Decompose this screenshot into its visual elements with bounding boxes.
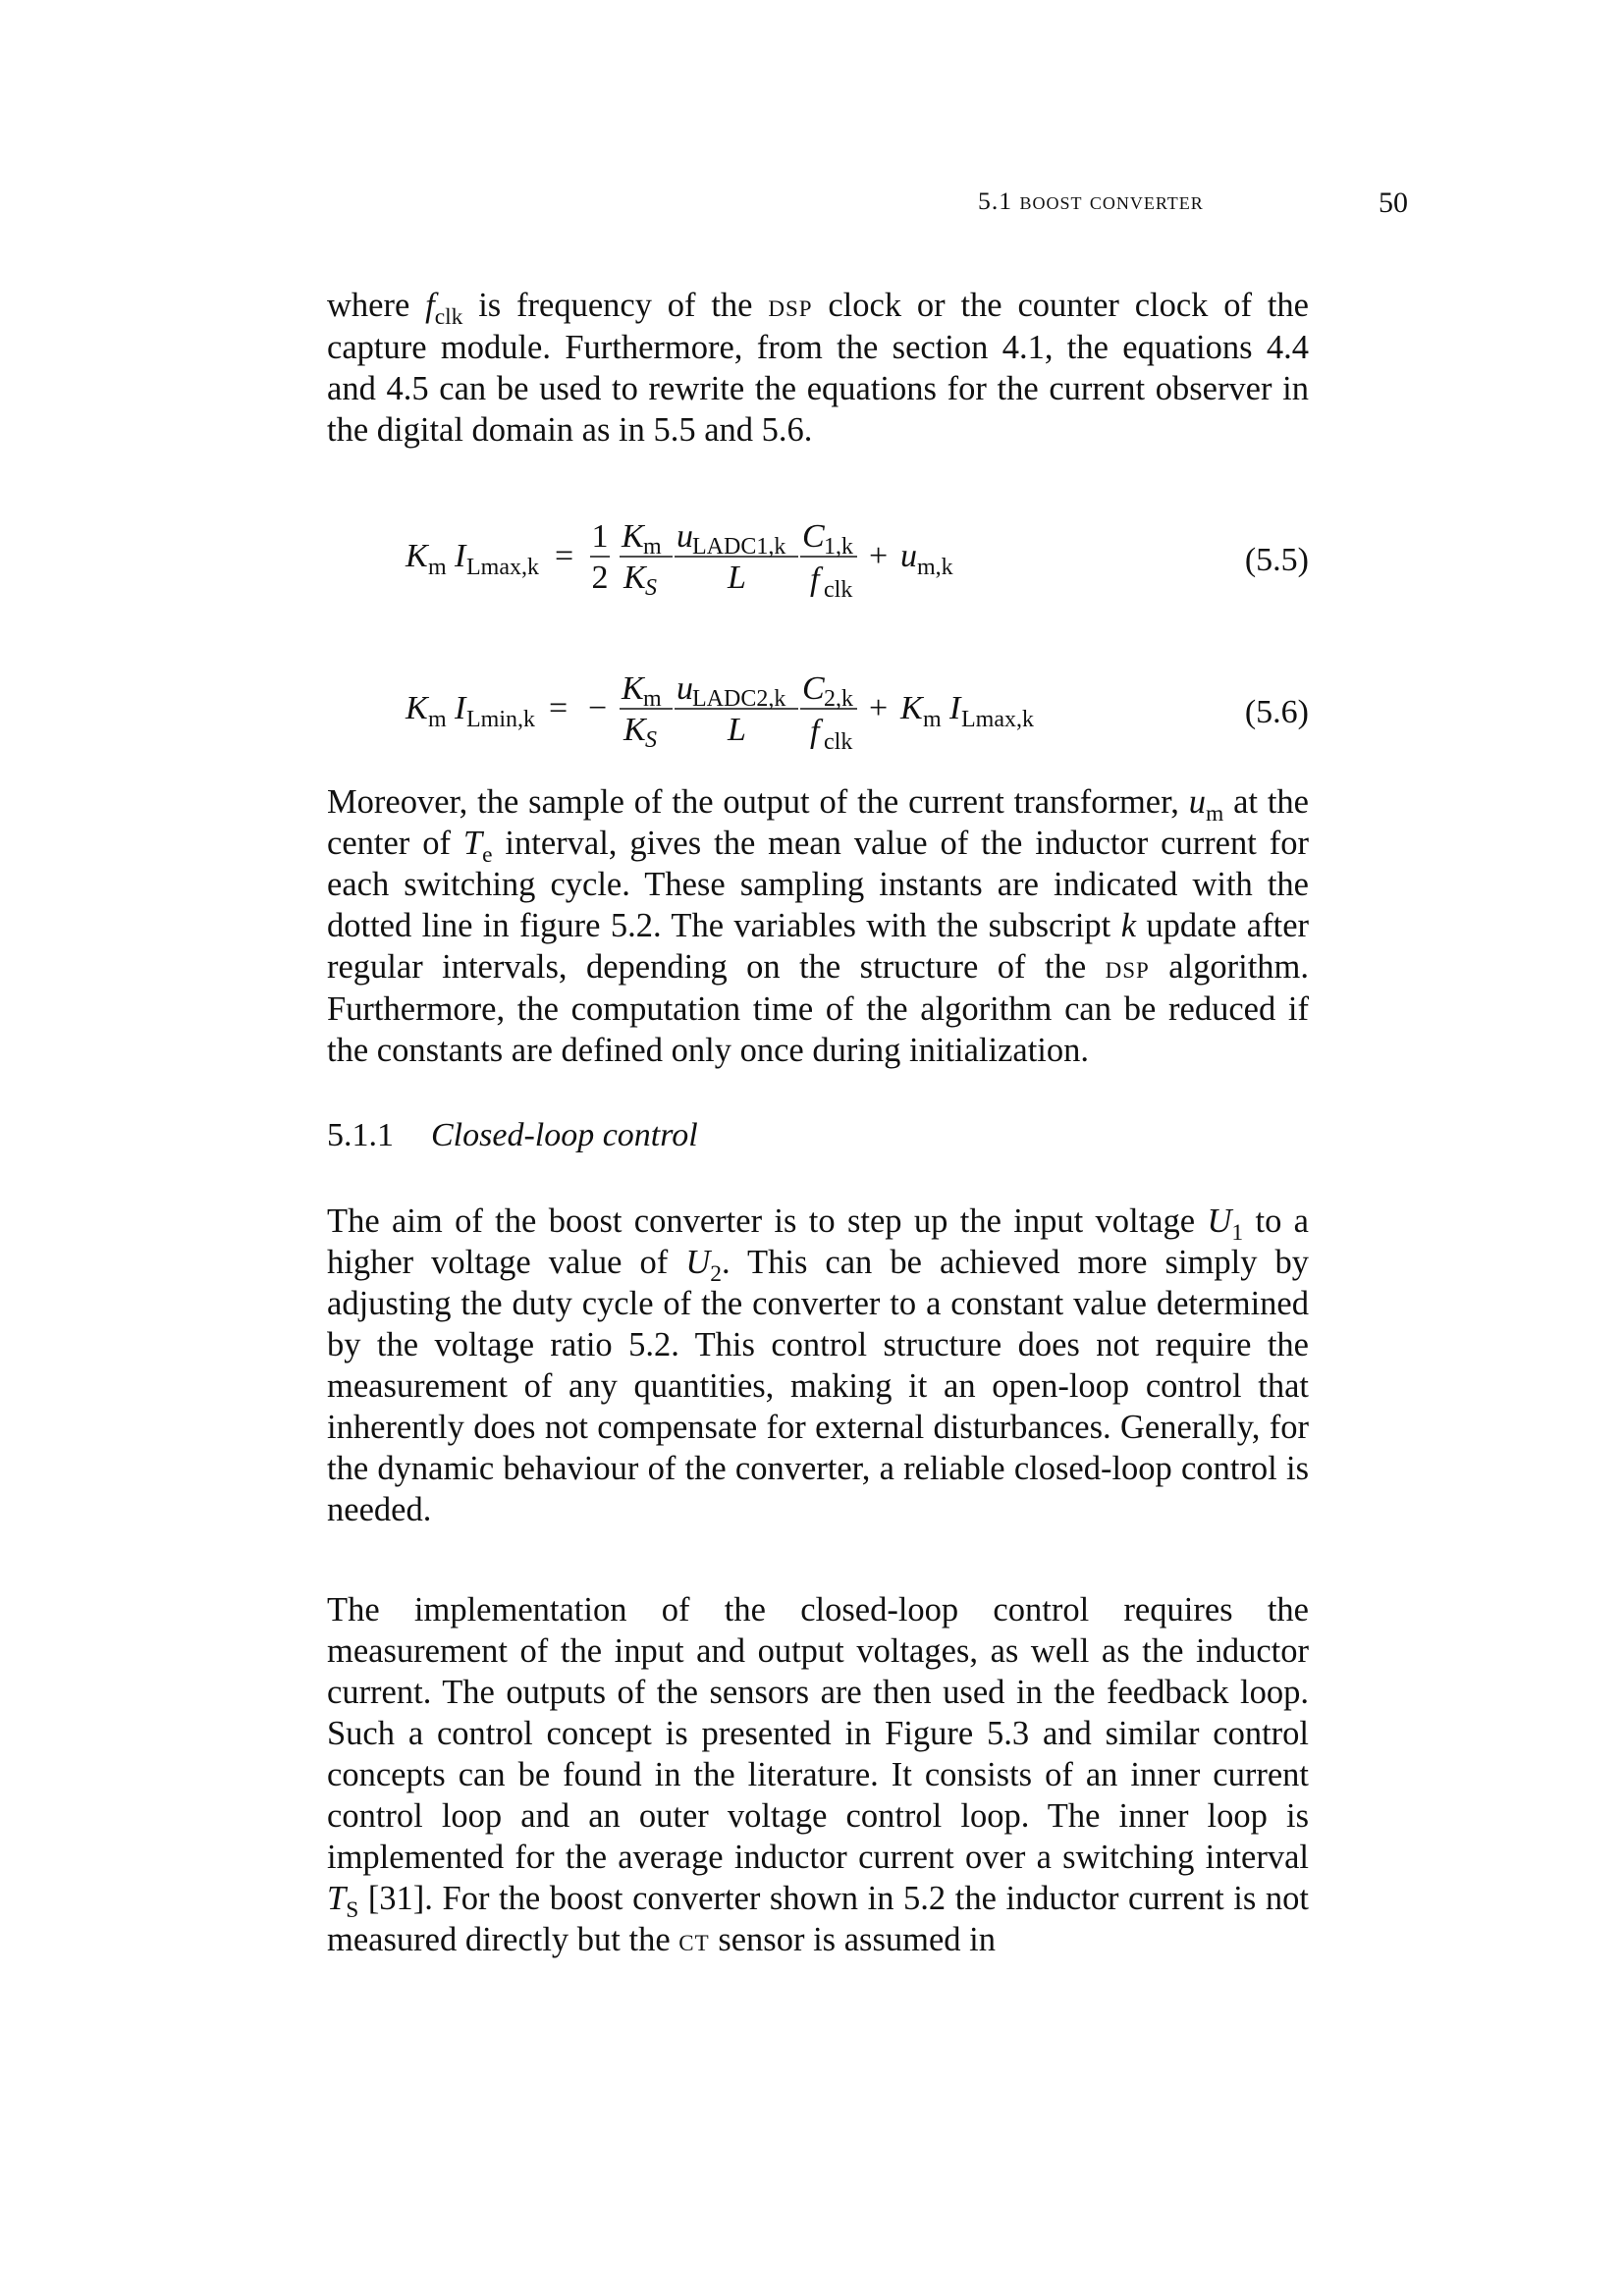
eq-var: I xyxy=(455,690,466,726)
page-number: 50 xyxy=(1379,187,1408,219)
eq-sub: clk xyxy=(824,729,853,755)
eq-den: L xyxy=(728,712,746,748)
text: The implementation of the closed-loop control requires the measurement of the input and output voltages, as well as the inductor current. The outputs of the sensors are then used in the feedback loop. Such a control concept is presented in Figure 5.3 and similar control concepts can be found in the literature. It consists of an inner current control loop and an outer voltage control loop. The inner loop is implemented for the average inductor current over a switching interval xyxy=(327,1591,1309,1876)
eq-num: C xyxy=(802,518,825,555)
eq-sub: 2,k xyxy=(824,686,853,712)
eq-var: K xyxy=(900,690,923,726)
eq-den: f xyxy=(810,714,820,750)
eq-var: I xyxy=(949,690,961,726)
math-sub: m xyxy=(1205,801,1224,828)
eq-var: K xyxy=(406,690,428,726)
text: algorithm. Furthermore, the computation time of the algorithm can be reduced if the constants are defined only once during initialization. xyxy=(327,948,1309,1069)
text: at the center of xyxy=(327,783,1309,862)
eq-sub: Lmin,k xyxy=(466,707,535,732)
math-sub: clk xyxy=(434,304,463,331)
math-sub: e xyxy=(482,842,493,869)
equation-5-6-graphic xyxy=(327,658,1309,756)
text: The aim of the boost converter is to step up the input voltage xyxy=(327,1202,1208,1240)
eq-num: C xyxy=(802,670,825,707)
paragraph-1 xyxy=(327,285,1309,451)
eq-sub: S xyxy=(645,727,657,753)
text: where xyxy=(327,287,426,324)
math-var: T xyxy=(327,1880,347,1917)
acronym: ct xyxy=(678,1923,710,1958)
eq-sub: m xyxy=(428,555,447,580)
eq-sub: clk xyxy=(824,577,853,603)
math-var: u xyxy=(1188,783,1206,821)
equation-5-5-graphic xyxy=(327,506,1309,604)
eq-sub: Lmax,k xyxy=(961,707,1034,732)
math-var: k xyxy=(1120,907,1137,944)
text: . This can be achieved more simply by adjusting the duty cycle of the converter to a constant value determined by the voltage ratio 5.2. This control structure does not require the measurement of any quantities, making it an open-loop control that inherently does not compensate for external disturbances. Generally, for the dynamic behaviour of the converter, a reliable closed-loop control is needed. xyxy=(327,1244,1309,1528)
eq-minus: − xyxy=(588,690,608,726)
text: update after regular intervals, depending on the structure of the xyxy=(327,907,1309,986)
paragraph-4 xyxy=(327,1589,1309,1961)
eq-sub: m xyxy=(923,707,942,732)
eq-num: u xyxy=(677,518,693,555)
eq-den: K xyxy=(623,560,646,596)
equation-5-5 xyxy=(327,506,1309,604)
math-sub: 1 xyxy=(1231,1220,1244,1247)
eq-sub: m xyxy=(643,686,662,712)
eq-var: u xyxy=(900,538,917,574)
eq-sub: Lmax,k xyxy=(466,555,539,580)
equation-number: (5.6) xyxy=(1244,694,1309,730)
eq-sub: LADC1,k xyxy=(692,534,786,560)
math-sub: S xyxy=(346,1897,359,1924)
paragraph-3 xyxy=(327,1201,1309,1530)
eq-sub: LADC2,k xyxy=(692,686,786,712)
eq-num: u xyxy=(677,670,693,707)
text: sensor is assumed in xyxy=(709,1921,997,1958)
math-var: T xyxy=(462,825,483,862)
eq-equals: = xyxy=(549,690,568,726)
eq-sub: m xyxy=(428,707,447,732)
text: is frequency of the xyxy=(462,287,769,324)
eq-sub: m xyxy=(643,534,662,560)
subsection-title: Closed-loop control xyxy=(431,1117,698,1153)
eq-sub: m,k xyxy=(917,555,953,580)
eq-var: I xyxy=(455,538,466,574)
eq-den: f xyxy=(810,561,820,598)
math-var: U xyxy=(685,1244,711,1281)
subsection-heading xyxy=(327,1117,698,1154)
eq-sub: S xyxy=(645,575,657,601)
eq-den: L xyxy=(728,560,746,596)
text: interval, gives the mean value of the inductor current for each switching cycle. These sampling instants are indicated with the dotted line in figure 5.2. The variables with the subscript xyxy=(327,825,1309,944)
eq-num: 1 xyxy=(591,518,609,555)
eq-equals: = xyxy=(555,538,574,574)
eq-plus: + xyxy=(869,690,889,726)
acronym: dsp xyxy=(768,289,813,324)
eq-num: K xyxy=(622,670,644,707)
acronym: dsp xyxy=(1105,950,1150,986)
math-var: U xyxy=(1207,1202,1232,1240)
eq-num: K xyxy=(622,518,644,555)
text: [31]. For the boost converter shown in 5.2 the inductor current is not measured directly but the xyxy=(327,1880,1309,1958)
text: clock or the counter clock of the capture module. Furthermore, from the section 4.1, the equations 4.4 and 4.5 can be used to rewrite the equations for the current observer in the digital domain as in 5.5 and 5.6. xyxy=(327,287,1309,449)
eq-plus: + xyxy=(869,538,889,574)
eq-den: K xyxy=(623,712,646,748)
header-section-title: 5.1 boost converter xyxy=(978,187,1204,215)
paragraph-2 xyxy=(327,781,1309,1071)
eq-var: K xyxy=(406,538,428,574)
equation-5-6 xyxy=(327,658,1309,756)
subsection-number: 5.1.1 xyxy=(327,1117,394,1153)
math-var: f xyxy=(425,287,435,324)
eq-sub: 1,k xyxy=(824,534,853,560)
equation-number: (5.5) xyxy=(1244,542,1309,578)
text: Moreover, the sample of the output of the current transformer, xyxy=(327,783,1189,821)
math-sub: 2 xyxy=(710,1261,722,1288)
eq-den: 2 xyxy=(591,560,609,596)
text: to a higher voltage value of xyxy=(327,1202,1309,1281)
